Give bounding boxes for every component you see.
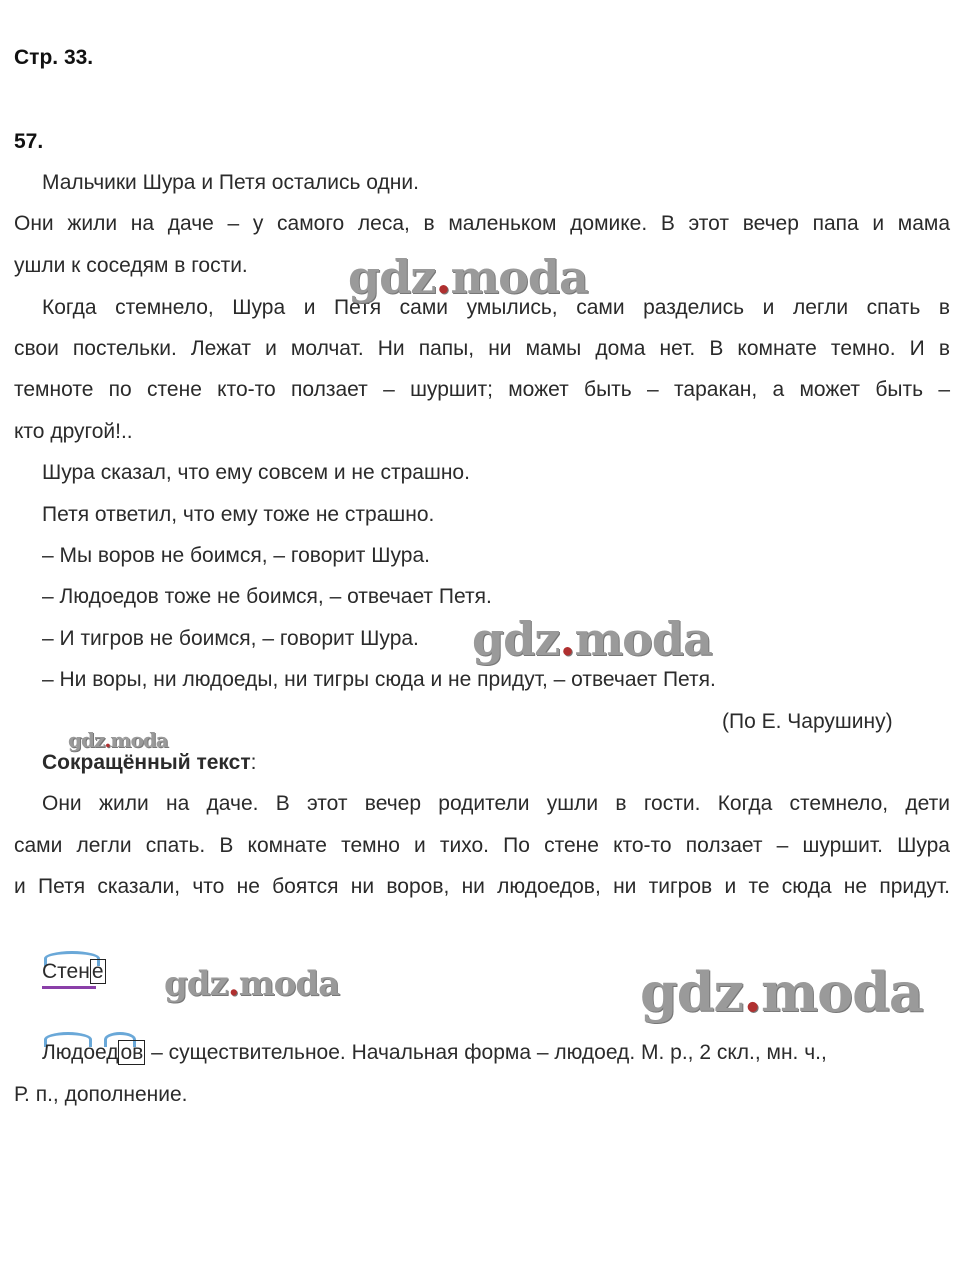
watermark-logo: gdz.moda [164, 964, 340, 1004]
story-paragraph-3-line-4: кто другой!.. [14, 420, 133, 443]
story-paragraph-3-line-2: свои постельки. Лежат и молчат. Ни папы, ни мамы дома нет. В комнате темно. И в [14, 337, 950, 360]
story-paragraph-1: Мальчики Шура и Петя остались одни. [42, 171, 419, 194]
story-dialogue-3: – И тигров не боимся, – говорит Шура. [42, 627, 419, 650]
story-paragraph-2-line-1: Они жили на даче – у самого леса, в маленьком домике. В этот вечер папа и мама [14, 212, 950, 235]
story-dialogue-1: – Мы воров не боимся, – говорит Шура. [42, 544, 430, 567]
story-paragraph-3-line-1: Когда стемнело, Шура и Петя сами умылись, сами разделись и легли спать в [42, 296, 950, 319]
page-reference: Стр. 33. [14, 46, 94, 69]
summary-line-1: Они жили на даче. В этот вечер родители ушли в гости. Когда стемнело, дети [42, 792, 950, 815]
watermark-logo: gdz.moda [68, 728, 168, 752]
summary-title: Сокращённый текст [42, 751, 251, 774]
word2-root: Людоед [42, 1041, 119, 1064]
summary-line-2: сами легли спать. В комнате темно и тихо. По стене кто-то ползает – шуршит. Шура [14, 834, 950, 857]
summary-colon: : [250, 751, 257, 774]
word1-ending-box: е [91, 960, 104, 983]
story-paragraph-4: Шура сказал, что ему совсем и не страшно. [42, 461, 470, 484]
word-analysis-2-line-1 [42, 1041, 827, 1065]
story-source: (По Е. Чарушину) [722, 710, 893, 733]
story-paragraph-2-line-2: ушли к соседям в гости. [14, 254, 248, 277]
story-dialogue-2: – Людоедов тоже не боимся, – отвечает Петя. [42, 585, 492, 608]
word2-description: – существительное. Начальная форма – людоед. М. р., 2 скл., мн. ч., [145, 1041, 827, 1064]
summary-line-3: и Петя сказали, что не боятся ни воров, ни людоедов, ни тигров и те сюда не придут. [14, 875, 950, 898]
word-analysis-2-line-2: Р. п., дополнение. [14, 1083, 188, 1106]
task-number: 57. [14, 130, 44, 153]
stem-underline-mark [42, 986, 96, 989]
story-paragraph-3-line-3: темноте по стене кто-то ползает – шуршит; может быть – таракан, а может быть – [14, 378, 950, 401]
watermark-logo: gdz.moda [348, 250, 588, 304]
story-dialogue-4: – Ни воры, ни людоеды, ни тигры сюда и не придут, – отвечает Петя. [42, 668, 716, 691]
word1-stem: Стен [42, 960, 90, 983]
word2-ending-box: ов [120, 1041, 144, 1064]
story-paragraph-5: Петя ответил, что ему тоже не страшно. [42, 503, 435, 526]
summary-heading [42, 751, 256, 775]
word-analysis-1 [42, 960, 106, 984]
watermark-logo: gdz.moda [472, 612, 712, 666]
watermark-logo: gdz.moda [640, 960, 923, 1024]
